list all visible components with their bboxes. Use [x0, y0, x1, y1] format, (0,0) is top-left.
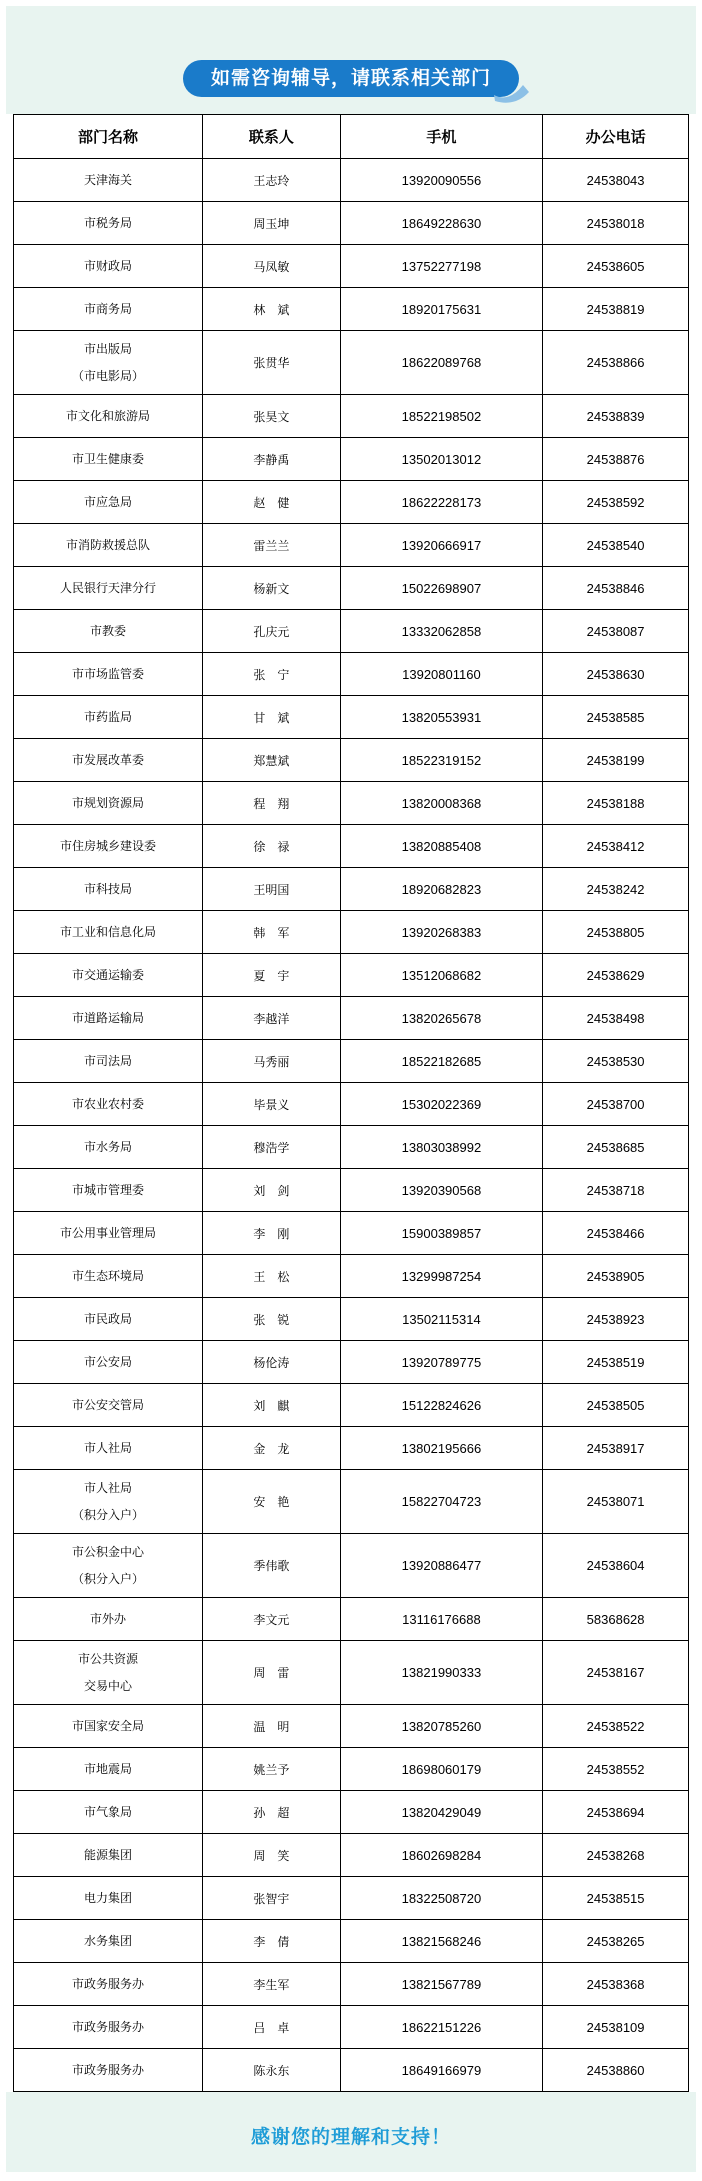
table-row — [14, 1791, 689, 1834]
footer-section — [6, 2092, 696, 2172]
table-row — [14, 1748, 689, 1791]
dept-cell — [14, 202, 203, 245]
contact-cell: 周 雷 — [203, 1641, 341, 1705]
dept-cell — [14, 288, 203, 331]
mobile-cell: 18322508720 — [340, 1877, 543, 1920]
mobile-cell: 18522198502 — [340, 395, 543, 438]
mobile-cell: 13803038992 — [340, 1126, 543, 1169]
office-phone-cell: 24538718 — [543, 1169, 689, 1212]
table-row — [14, 696, 689, 739]
mobile-cell: 13820008368 — [340, 782, 543, 825]
contact-cell: 刘 剑 — [203, 1169, 341, 1212]
mobile-cell: 15900389857 — [340, 1212, 543, 1255]
mobile-cell: 18522319152 — [340, 739, 543, 782]
table-row — [14, 997, 689, 1040]
contact-cell: 毕景义 — [203, 1083, 341, 1126]
office-phone-cell: 24538905 — [543, 1255, 689, 1298]
dept-cell — [14, 610, 203, 653]
table-row — [14, 1126, 689, 1169]
table-row — [14, 1598, 689, 1641]
table-row — [14, 2006, 689, 2049]
table-row — [14, 2049, 689, 2092]
table-row — [14, 1641, 689, 1705]
dept-line: 市司法局 — [83, 1053, 132, 1068]
mobile-cell: 13820553931 — [340, 696, 543, 739]
contact-cell: 李 刚 — [203, 1212, 341, 1255]
table-row — [14, 653, 689, 696]
contact-cell: 杨伦涛 — [203, 1341, 341, 1384]
table-row — [14, 481, 689, 524]
dept-cell — [14, 1877, 203, 1920]
dept-line: 市住房城乡建设委 — [59, 838, 156, 853]
office-phone-cell: 24538860 — [543, 2049, 689, 2092]
contact-cell: 周玉坤 — [203, 202, 341, 245]
dept-cell — [14, 1791, 203, 1834]
contact-cell: 李 倩 — [203, 1920, 341, 1963]
dept-cell — [14, 868, 203, 911]
dept-line: 市生态环境局 — [71, 1268, 144, 1283]
dept-cell — [14, 1748, 203, 1791]
dept-line: 市卫生健康委 — [71, 451, 144, 466]
dept-line: 市民政局 — [83, 1311, 132, 1326]
dept-line: 市商务局 — [83, 301, 132, 316]
office-phone-cell: 24538540 — [543, 524, 689, 567]
dept-line: 市税务局 — [83, 215, 132, 230]
header-section — [6, 6, 696, 114]
table-row — [14, 868, 689, 911]
dept-cell — [14, 245, 203, 288]
table-row — [14, 159, 689, 202]
table-row — [14, 610, 689, 653]
contact-cell: 周 笑 — [203, 1834, 341, 1877]
table-row — [14, 438, 689, 481]
contact-cell: 韩 军 — [203, 911, 341, 954]
dept-cell — [14, 395, 203, 438]
dept-line: 市城市管理委 — [71, 1182, 144, 1197]
office-phone-cell: 24538819 — [543, 288, 689, 331]
dept-cell — [14, 1169, 203, 1212]
contact-cell: 程 翔 — [203, 782, 341, 825]
contact-cell: 赵 健 — [203, 481, 341, 524]
contact-cell: 林 斌 — [203, 288, 341, 331]
contact-cell: 张 锐 — [203, 1298, 341, 1341]
office-phone-cell: 24538585 — [543, 696, 689, 739]
dept-line: 市外办 — [89, 1611, 126, 1626]
mobile-cell: 18602698284 — [340, 1834, 543, 1877]
mobile-cell: 13821568246 — [340, 1920, 543, 1963]
mobile-cell: 13821567789 — [340, 1963, 543, 2006]
dept-cell — [14, 1641, 203, 1705]
mobile-cell: 15302022369 — [340, 1083, 543, 1126]
mobile-cell: 13502115314 — [340, 1298, 543, 1341]
contact-cell: 吕 卓 — [203, 2006, 341, 2049]
dept-cell — [14, 1963, 203, 2006]
mobile-cell: 18522182685 — [340, 1040, 543, 1083]
table-row — [14, 1298, 689, 1341]
office-phone-cell: 24538530 — [543, 1040, 689, 1083]
office-phone-cell: 24538700 — [543, 1083, 689, 1126]
table-row — [14, 395, 689, 438]
mobile-cell: 18649166979 — [340, 2049, 543, 2092]
table-row — [14, 1341, 689, 1384]
dept-line: 市教委 — [89, 623, 126, 638]
mobile-cell: 13920666917 — [340, 524, 543, 567]
table-row — [14, 331, 689, 395]
mobile-cell: 13920090556 — [340, 159, 543, 202]
office-phone-cell: 24538592 — [543, 481, 689, 524]
table-row — [14, 1920, 689, 1963]
dept-line: 水务集团 — [83, 1933, 132, 1948]
table-row — [14, 567, 689, 610]
office-phone-cell: 24538018 — [543, 202, 689, 245]
table-row — [14, 245, 689, 288]
table-row — [14, 202, 689, 245]
dept-cell — [14, 1040, 203, 1083]
office-phone-cell: 24538412 — [543, 825, 689, 868]
table-row — [14, 1255, 689, 1298]
mobile-cell: 13920268383 — [340, 911, 543, 954]
dept-line: 市规划资源局 — [71, 795, 144, 810]
mobile-cell: 18622089768 — [340, 331, 543, 395]
mobile-cell: 13821990333 — [340, 1641, 543, 1705]
contact-cell: 郑慧斌 — [203, 739, 341, 782]
dept-line: 市气象局 — [83, 1804, 132, 1819]
dept-line: 市发展改革委 — [71, 752, 144, 767]
office-phone-cell: 24538268 — [543, 1834, 689, 1877]
header-dept: 部门名称 — [14, 115, 203, 159]
contact-cell: 徐 禄 — [203, 825, 341, 868]
dept-line: 市公积金中心 — [71, 1544, 144, 1559]
dept-line: 市道路运输局 — [71, 1010, 144, 1025]
contact-cell: 孙 超 — [203, 1791, 341, 1834]
mobile-cell: 13920801160 — [340, 653, 543, 696]
office-phone-cell: 24538522 — [543, 1705, 689, 1748]
office-phone-cell: 24538188 — [543, 782, 689, 825]
contact-cell: 马秀丽 — [203, 1040, 341, 1083]
dept-line: 市公共资源 — [77, 1651, 138, 1666]
office-phone-cell: 24538866 — [543, 331, 689, 395]
mobile-cell: 18649228630 — [340, 202, 543, 245]
mobile-cell: 18622228173 — [340, 481, 543, 524]
contact-cell: 雷兰兰 — [203, 524, 341, 567]
office-phone-cell: 24538087 — [543, 610, 689, 653]
table-row — [14, 524, 689, 567]
contact-cell: 穆浩学 — [203, 1126, 341, 1169]
dept-line: （积分入户） — [71, 1507, 144, 1522]
contact-cell: 孔庆元 — [203, 610, 341, 653]
dept-cell — [14, 1920, 203, 1963]
office-phone-cell: 24538917 — [543, 1427, 689, 1470]
dept-line: 市文化和旅游局 — [65, 408, 150, 423]
dept-cell — [14, 825, 203, 868]
dept-line: 市财政局 — [83, 258, 132, 273]
office-phone-cell: 24538694 — [543, 1791, 689, 1834]
dept-cell — [14, 1470, 203, 1534]
mobile-cell: 18920175631 — [340, 288, 543, 331]
table-row — [14, 1877, 689, 1920]
table-row — [14, 782, 689, 825]
office-phone-cell: 24538466 — [543, 1212, 689, 1255]
dept-line: 市水务局 — [83, 1139, 132, 1154]
table-row — [14, 1384, 689, 1427]
header-mobile: 手机 — [340, 115, 543, 159]
dept-line: 市消防救援总队 — [65, 537, 150, 552]
dept-line: 市政务服务办 — [71, 2019, 144, 2034]
contact-cell: 姚兰予 — [203, 1748, 341, 1791]
mobile-cell: 13802195666 — [340, 1427, 543, 1470]
dept-line: 市农业农村委 — [71, 1096, 144, 1111]
dept-cell — [14, 1834, 203, 1877]
dept-cell — [14, 696, 203, 739]
dept-line: 市交通运输委 — [71, 967, 144, 982]
table-row — [14, 954, 689, 997]
office-phone-cell: 24538846 — [543, 567, 689, 610]
dept-cell — [14, 524, 203, 567]
dept-line: 市政务服务办 — [71, 1976, 144, 1991]
contact-cell: 甘 斌 — [203, 696, 341, 739]
banner-swoosh-icon — [493, 79, 535, 105]
mobile-cell: 13116176688 — [340, 1598, 543, 1641]
dept-line: 市出版局 — [83, 341, 132, 356]
dept-line: 人民银行天津分行 — [59, 580, 156, 595]
dept-cell — [14, 997, 203, 1040]
office-phone-cell: 24538604 — [543, 1534, 689, 1598]
header-office-phone: 办公电话 — [543, 115, 689, 159]
dept-line: 市地震局 — [83, 1761, 132, 1776]
footer-thanks-text: 感谢您的理解和支持！ — [250, 2127, 451, 2148]
office-phone-cell: 24538876 — [543, 438, 689, 481]
dept-line: 市人社局 — [83, 1480, 132, 1495]
office-phone-cell: 24538109 — [543, 2006, 689, 2049]
contact-cell: 温 明 — [203, 1705, 341, 1748]
mobile-cell: 13920390568 — [340, 1169, 543, 1212]
dept-cell — [14, 2006, 203, 2049]
dept-line: 市科技局 — [83, 881, 132, 896]
dept-line: 市应急局 — [83, 494, 132, 509]
mobile-cell: 13920886477 — [340, 1534, 543, 1598]
table-row — [14, 825, 689, 868]
office-phone-cell: 24538498 — [543, 997, 689, 1040]
mobile-cell: 15022698907 — [340, 567, 543, 610]
table-row — [14, 1963, 689, 2006]
dept-line: （积分入户） — [71, 1571, 144, 1586]
office-phone-cell: 24538519 — [543, 1341, 689, 1384]
contact-cell: 李越洋 — [203, 997, 341, 1040]
table-row — [14, 1169, 689, 1212]
mobile-cell: 13502013012 — [340, 438, 543, 481]
mobile-cell: 13820429049 — [340, 1791, 543, 1834]
table-row — [14, 911, 689, 954]
office-phone-cell: 24538923 — [543, 1298, 689, 1341]
office-phone-cell: 24538685 — [543, 1126, 689, 1169]
dept-line: 市工业和信息化局 — [59, 924, 156, 939]
mobile-cell: 18698060179 — [340, 1748, 543, 1791]
table-row — [14, 1083, 689, 1126]
office-phone-cell: 24538515 — [543, 1877, 689, 1920]
dept-line: 能源集团 — [83, 1847, 132, 1862]
dept-cell — [14, 1384, 203, 1427]
contact-cell: 王志玲 — [203, 159, 341, 202]
dept-cell — [14, 1534, 203, 1598]
dept-cell — [14, 1341, 203, 1384]
dept-cell — [14, 159, 203, 202]
dept-line: （市电影局） — [71, 368, 144, 383]
dept-line: 市公安局 — [83, 1354, 132, 1369]
dept-cell — [14, 1255, 203, 1298]
table-row — [14, 1534, 689, 1598]
mobile-cell: 13820265678 — [340, 997, 543, 1040]
contact-cell: 季伟歌 — [203, 1534, 341, 1598]
contact-cell: 夏 宇 — [203, 954, 341, 997]
contact-table — [13, 114, 689, 2133]
contact-cell: 金 龙 — [203, 1427, 341, 1470]
dept-cell — [14, 653, 203, 696]
dept-line: 市国家安全局 — [71, 1718, 144, 1733]
dept-cell — [14, 2049, 203, 2092]
dept-cell — [14, 954, 203, 997]
mobile-cell: 15122824626 — [340, 1384, 543, 1427]
table-row — [14, 1705, 689, 1748]
dept-line: 市市场监管委 — [71, 666, 144, 681]
mobile-cell: 13299987254 — [340, 1255, 543, 1298]
office-phone-cell: 24538630 — [543, 653, 689, 696]
contact-cell: 安 艳 — [203, 1470, 341, 1534]
mobile-cell: 13820785260 — [340, 1705, 543, 1748]
office-phone-cell: 58368628 — [543, 1598, 689, 1641]
office-phone-cell: 24538839 — [543, 395, 689, 438]
mobile-cell: 13752277198 — [340, 245, 543, 288]
contact-cell: 王明国 — [203, 868, 341, 911]
office-phone-cell: 24538605 — [543, 245, 689, 288]
table-header-row — [14, 115, 689, 159]
dept-cell — [14, 1705, 203, 1748]
table-row — [14, 1040, 689, 1083]
dept-cell — [14, 1212, 203, 1255]
table-row — [14, 739, 689, 782]
contact-cell: 李生军 — [203, 1963, 341, 2006]
dept-line: 电力集团 — [83, 1890, 132, 1905]
contact-cell: 陈永东 — [203, 2049, 341, 2092]
office-phone-cell: 24538167 — [543, 1641, 689, 1705]
contact-cell: 杨新文 — [203, 567, 341, 610]
dept-line: 天津海关 — [83, 172, 132, 187]
table-row — [14, 1470, 689, 1534]
dept-cell — [14, 739, 203, 782]
contact-cell: 马凤敏 — [203, 245, 341, 288]
contact-cell: 张昊文 — [203, 395, 341, 438]
office-phone-cell: 24538368 — [543, 1963, 689, 2006]
mobile-cell: 13512068682 — [340, 954, 543, 997]
table-row — [14, 1212, 689, 1255]
office-phone-cell: 24538805 — [543, 911, 689, 954]
dept-line: 市公用事业管理局 — [59, 1225, 156, 1240]
dept-cell — [14, 782, 203, 825]
dept-line: 交易中心 — [83, 1678, 132, 1693]
dept-cell — [14, 567, 203, 610]
office-phone-cell: 24538552 — [543, 1748, 689, 1791]
table-row — [14, 1834, 689, 1877]
contact-cell: 李文元 — [203, 1598, 341, 1641]
dept-line: 市政务服务办 — [71, 2062, 144, 2077]
contact-cell: 刘 麒 — [203, 1384, 341, 1427]
office-phone-cell: 24538071 — [543, 1470, 689, 1534]
header-banner — [183, 60, 519, 97]
mobile-cell: 13920789775 — [340, 1341, 543, 1384]
office-phone-cell: 24538043 — [543, 159, 689, 202]
office-phone-cell: 24538265 — [543, 1920, 689, 1963]
office-phone-cell: 24538629 — [543, 954, 689, 997]
office-phone-cell: 24538242 — [543, 868, 689, 911]
office-phone-cell: 24538199 — [543, 739, 689, 782]
dept-cell — [14, 1083, 203, 1126]
mobile-cell: 15822704723 — [340, 1470, 543, 1534]
dept-cell — [14, 1427, 203, 1470]
dept-cell — [14, 1126, 203, 1169]
dept-cell — [14, 438, 203, 481]
contact-cell: 李静禹 — [203, 438, 341, 481]
table-row — [14, 1427, 689, 1470]
mobile-cell: 13820885408 — [340, 825, 543, 868]
dept-line: 市公安交管局 — [71, 1397, 144, 1412]
dept-cell — [14, 331, 203, 395]
mobile-cell: 18622151226 — [340, 2006, 543, 2049]
header-contact: 联系人 — [203, 115, 341, 159]
mobile-cell: 13332062858 — [340, 610, 543, 653]
contact-cell: 张智宇 — [203, 1877, 341, 1920]
dept-line: 市药监局 — [83, 709, 132, 724]
dept-line: 市人社局 — [83, 1440, 132, 1455]
dept-cell — [14, 1298, 203, 1341]
mobile-cell: 18920682823 — [340, 868, 543, 911]
dept-cell — [14, 1598, 203, 1641]
contact-cell: 张 宁 — [203, 653, 341, 696]
contact-cell: 张贯华 — [203, 331, 341, 395]
contact-cell: 王 松 — [203, 1255, 341, 1298]
office-phone-cell: 24538505 — [543, 1384, 689, 1427]
dept-cell — [14, 911, 203, 954]
table-row — [14, 288, 689, 331]
dept-cell — [14, 481, 203, 524]
banner-text: 如需咨询辅导，请联系相关部门 — [210, 68, 492, 89]
